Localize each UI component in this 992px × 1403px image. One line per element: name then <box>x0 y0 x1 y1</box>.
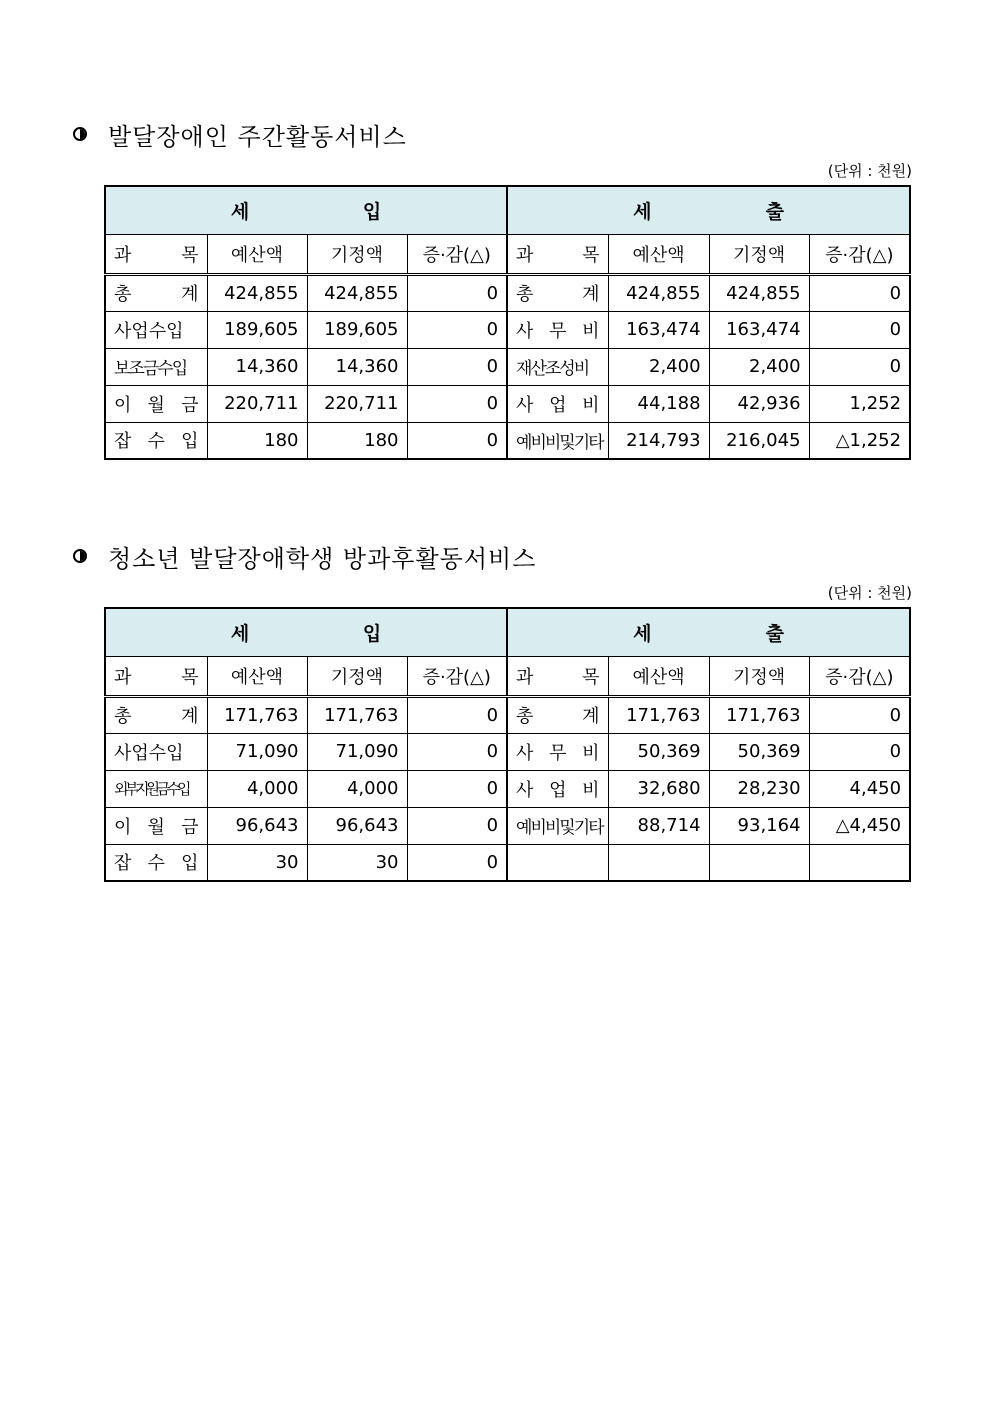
revenue-budget: 71,090 <box>207 733 307 770</box>
revenue-final: 180 <box>307 422 407 459</box>
unit-label: (단위 : 천원) <box>827 162 912 180</box>
revenue-budget: 220,711 <box>207 385 307 422</box>
expense-budget <box>608 844 709 881</box>
expense-subject: 총 계 <box>507 696 608 733</box>
budget-table <box>104 607 911 882</box>
revenue-change: 0 <box>407 696 507 733</box>
revenue-final: 71,090 <box>307 733 407 770</box>
expense-change: 0 <box>809 274 910 311</box>
expense-change: △4,450 <box>809 807 910 844</box>
expense-change: 4,450 <box>809 770 910 807</box>
col-change: 증·감(△) <box>407 234 507 274</box>
table-row <box>105 770 910 807</box>
section-day-activity <box>0 115 992 453</box>
revenue-final: 14,360 <box>307 348 407 385</box>
revenue-change: 0 <box>407 770 507 807</box>
col-subject: 과 목 <box>105 656 207 696</box>
revenue-subject: 이 월 금 <box>105 385 207 422</box>
col-budget: 예산액 <box>207 656 307 696</box>
revenue-change: 0 <box>407 733 507 770</box>
unit-label: (단위 : 천원) <box>827 584 912 602</box>
revenue-budget: 180 <box>207 422 307 459</box>
revenue-change: 0 <box>407 311 507 348</box>
revenue-budget: 4,000 <box>207 770 307 807</box>
expense-budget: 2,400 <box>608 348 709 385</box>
col-budget: 예산액 <box>608 234 709 274</box>
table-row <box>105 385 910 422</box>
revenue-subject: 사업수입 <box>105 733 207 770</box>
revenue-change: 0 <box>407 274 507 311</box>
revenue-subject: 총 계 <box>105 696 207 733</box>
expense-final: 50,369 <box>709 733 809 770</box>
column-header-row <box>105 656 910 696</box>
section-title-row <box>0 115 992 155</box>
expense-change: 0 <box>809 733 910 770</box>
revenue-change: 0 <box>407 807 507 844</box>
col-change: 증·감(△) <box>809 234 910 274</box>
expense-change: 0 <box>809 696 910 733</box>
budget-table <box>104 185 911 460</box>
expense-budget: 44,188 <box>608 385 709 422</box>
table-row <box>105 422 910 459</box>
expense-final <box>709 844 809 881</box>
revenue-final: 424,855 <box>307 274 407 311</box>
col-budget: 예산액 <box>608 656 709 696</box>
revenue-budget: 189,605 <box>207 311 307 348</box>
revenue-subject: 이 월 금 <box>105 807 207 844</box>
revenue-final: 189,605 <box>307 311 407 348</box>
table-header-row <box>105 186 910 234</box>
revenue-budget: 171,763 <box>207 696 307 733</box>
table-header-row <box>105 608 910 656</box>
expense-subject: 예비비및기타 <box>507 422 608 459</box>
col-subject: 과 목 <box>105 234 207 274</box>
expense-subject: 사 업 비 <box>507 770 608 807</box>
revenue-change: 0 <box>407 348 507 385</box>
expense-change: 0 <box>809 311 910 348</box>
expense-header: 세 출 <box>507 608 910 656</box>
expense-budget: 32,680 <box>608 770 709 807</box>
expense-budget: 424,855 <box>608 274 709 311</box>
expense-change: 0 <box>809 348 910 385</box>
revenue-budget: 14,360 <box>207 348 307 385</box>
col-change: 증·감(△) <box>407 656 507 696</box>
section-title-row <box>0 537 992 577</box>
revenue-header: 세 입 <box>105 186 507 234</box>
revenue-budget: 96,643 <box>207 807 307 844</box>
expense-final: 424,855 <box>709 274 809 311</box>
col-subject: 과 목 <box>507 234 608 274</box>
revenue-change: 0 <box>407 422 507 459</box>
expense-change: 1,252 <box>809 385 910 422</box>
expense-final: 42,936 <box>709 385 809 422</box>
col-budget: 예산액 <box>207 234 307 274</box>
col-final: 기정액 <box>709 234 809 274</box>
table-row <box>105 274 910 311</box>
expense-subject: 사 무 비 <box>507 733 608 770</box>
revenue-budget: 424,855 <box>207 274 307 311</box>
expense-final: 171,763 <box>709 696 809 733</box>
revenue-final: 171,763 <box>307 696 407 733</box>
expense-subject <box>507 844 608 881</box>
revenue-subject: 외부지원금수입 <box>105 770 207 807</box>
revenue-subject: 잡 수 입 <box>105 422 207 459</box>
expense-change <box>809 844 910 881</box>
revenue-change: 0 <box>407 844 507 881</box>
half-circle-bullet-icon <box>73 549 87 563</box>
expense-change: △1,252 <box>809 422 910 459</box>
revenue-subject: 사업수입 <box>105 311 207 348</box>
expense-subject: 예비비및기타 <box>507 807 608 844</box>
expense-budget: 171,763 <box>608 696 709 733</box>
expense-budget: 50,369 <box>608 733 709 770</box>
expense-budget: 163,474 <box>608 311 709 348</box>
expense-subject: 재산조성비 <box>507 348 608 385</box>
revenue-change: 0 <box>407 385 507 422</box>
table-row <box>105 733 910 770</box>
section-title: 청소년 발달장애학생 방과후활동서비스 <box>108 545 537 573</box>
expense-final: 216,045 <box>709 422 809 459</box>
table-row <box>105 807 910 844</box>
expense-budget: 214,793 <box>608 422 709 459</box>
section-title: 발달장애인 주간활동서비스 <box>108 123 407 151</box>
expense-budget: 88,714 <box>608 807 709 844</box>
col-final: 기정액 <box>307 656 407 696</box>
expense-final: 163,474 <box>709 311 809 348</box>
col-final: 기정액 <box>307 234 407 274</box>
table-row <box>105 311 910 348</box>
expense-subject: 총 계 <box>507 274 608 311</box>
revenue-subject: 보조금수입 <box>105 348 207 385</box>
revenue-final: 220,711 <box>307 385 407 422</box>
revenue-final: 30 <box>307 844 407 881</box>
section-after-school <box>0 537 992 875</box>
revenue-final: 96,643 <box>307 807 407 844</box>
revenue-subject: 잡 수 입 <box>105 844 207 881</box>
expense-subject: 사 업 비 <box>507 385 608 422</box>
column-header-row <box>105 234 910 274</box>
table-row <box>105 696 910 733</box>
expense-header: 세 출 <box>507 186 910 234</box>
expense-final: 2,400 <box>709 348 809 385</box>
col-change: 증·감(△) <box>809 656 910 696</box>
expense-final: 93,164 <box>709 807 809 844</box>
revenue-subject: 총 계 <box>105 274 207 311</box>
revenue-header: 세 입 <box>105 608 507 656</box>
revenue-budget: 30 <box>207 844 307 881</box>
table-row <box>105 348 910 385</box>
half-circle-bullet-icon <box>73 127 87 141</box>
col-subject: 과 목 <box>507 656 608 696</box>
revenue-final: 4,000 <box>307 770 407 807</box>
col-final: 기정액 <box>709 656 809 696</box>
expense-final: 28,230 <box>709 770 809 807</box>
table-row <box>105 844 910 881</box>
expense-subject: 사 무 비 <box>507 311 608 348</box>
